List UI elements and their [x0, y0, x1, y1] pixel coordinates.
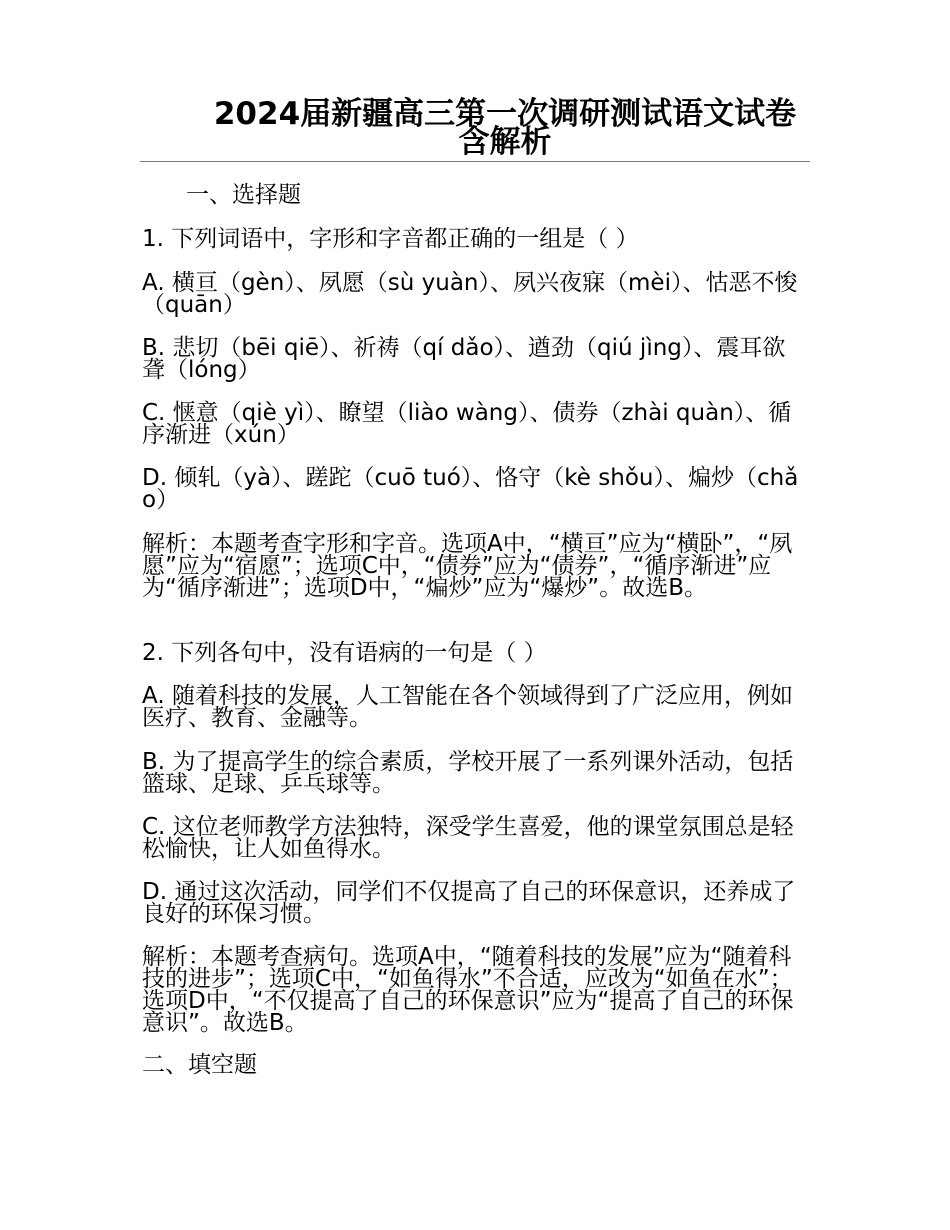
question-1-analysis: 解析：本题考查字形和字音。选项A中，“横亘”应为“横卧”，“夙愿”应为“宿愿”；选项C中，“债券”应为“债券”，“循序渐进”应为“循序渐进”；选项D中，“煸炒”应为“爆炒”。故选B。 — [142, 531, 793, 601]
question-2-option-a: A. 随着科技的发展，人工智能在各个领域得到了广泛应用，例如医疗、教育、金融等。 — [142, 683, 793, 731]
question-2-option-b: B. 为了提高学生的综合素质，学校开展了一系列课外活动，包括篮球、足球、乒乓球等。 — [142, 749, 794, 797]
question-2-option-c: C. 这位老师教学方法独特，深受学生喜爱，他的课堂氛围总是轻松愉快，让人如鱼得水。 — [142, 814, 794, 862]
question-2-stem: 2. 下列各句中，没有语病的一句是（ ） — [142, 640, 547, 666]
section-heading-choice: 一、选择题 — [186, 182, 301, 208]
section-heading-fill-in: 二、填空题 — [142, 1052, 257, 1078]
document-title: 2024届新疆高三第一次调研测试语文试卷含解析 — [213, 96, 797, 160]
question-1-option-a: A. 横亘（gèn）、夙愿（sù yuàn）、夙兴夜寐（mèi）、怙恶不悛（quān） — [142, 270, 798, 318]
question-1-option-c: C. 惬意（qiè yì）、瞭望（liào wàng）、债券（zhài quàn）、循序渐进（xún） — [142, 400, 792, 448]
question-1-option-d: D. 倾轧（yà）、蹉跎（cuō tuó）、恪守（kè shǒu）、煸炒（chǎo） — [142, 465, 799, 513]
question-1-stem: 1. 下列词语中，字形和字音都正确的一组是（ ） — [142, 226, 639, 252]
question-2-option-d: D. 通过这次活动，同学们不仅提高了自己的环保意识，还养成了良好的环保习惯。 — [142, 879, 796, 927]
question-2-analysis: 解析：本题考查病句。选项A中，“随着科技的发展”应为“随着科技的进步”；选项C中，“如鱼得水”不合适，应改为“如鱼在水”；选项D中，“不仅提高了自己的环保意识”应为“提高了自己的环保意识”。故选B。 — [142, 944, 794, 1036]
question-1-option-b: B. 悲切（bēi qiē）、祈祷（qí dǎo）、遒劲（qiú jìng）、震耳欲聋（lóng） — [142, 335, 786, 383]
title-divider — [140, 161, 810, 162]
